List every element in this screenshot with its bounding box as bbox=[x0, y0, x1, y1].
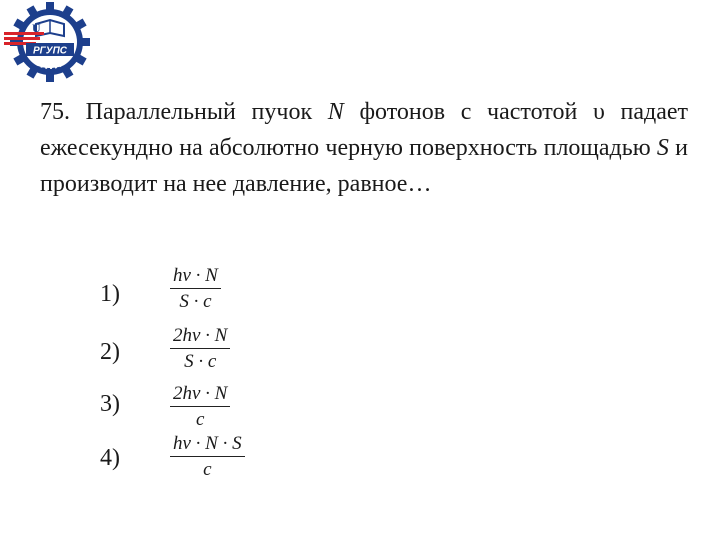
formula-numerator: 2hν · N bbox=[173, 383, 228, 404]
option-label: 1) bbox=[100, 281, 120, 307]
question-part-3: и производит на нее давление, равное… bbox=[40, 135, 689, 197]
formula-numerator: hν · N · S bbox=[173, 433, 242, 454]
option-formula bbox=[170, 434, 245, 480]
formula-denominator: c bbox=[203, 459, 212, 480]
question-text bbox=[40, 94, 688, 202]
formula-numerator: hν · N bbox=[173, 265, 218, 286]
option-formula bbox=[170, 384, 230, 430]
option-formula bbox=[170, 326, 230, 372]
variable-s: S bbox=[656, 135, 669, 161]
formula-denominator: S · c bbox=[184, 351, 217, 372]
answer-option-1[interactable] bbox=[100, 266, 360, 326]
svg-text:РГУПС: РГУПС bbox=[33, 45, 67, 57]
answer-option-4[interactable] bbox=[100, 434, 360, 494]
variable-n: N bbox=[327, 99, 344, 125]
option-label: 2) bbox=[100, 339, 120, 365]
question-number: 75. bbox=[40, 99, 70, 125]
answer-option-2[interactable] bbox=[100, 326, 360, 386]
formula-numerator: 2hν · N bbox=[173, 325, 228, 346]
question-part-2: фотонов с частотой υ падает ежесекундно на абсолютно черную поверхность площадью bbox=[40, 99, 689, 161]
university-logo bbox=[2, 2, 98, 82]
option-label: 4) bbox=[100, 445, 120, 471]
option-label: 3) bbox=[100, 391, 120, 417]
rgups-emblem-icon bbox=[2, 2, 98, 82]
option-formula bbox=[170, 266, 221, 312]
formula-denominator: S · c bbox=[179, 291, 212, 312]
svg-text:U: U bbox=[32, 21, 41, 35]
question-part-1: Параллельный пучок bbox=[85, 99, 313, 125]
formula-denominator: c bbox=[195, 409, 205, 430]
